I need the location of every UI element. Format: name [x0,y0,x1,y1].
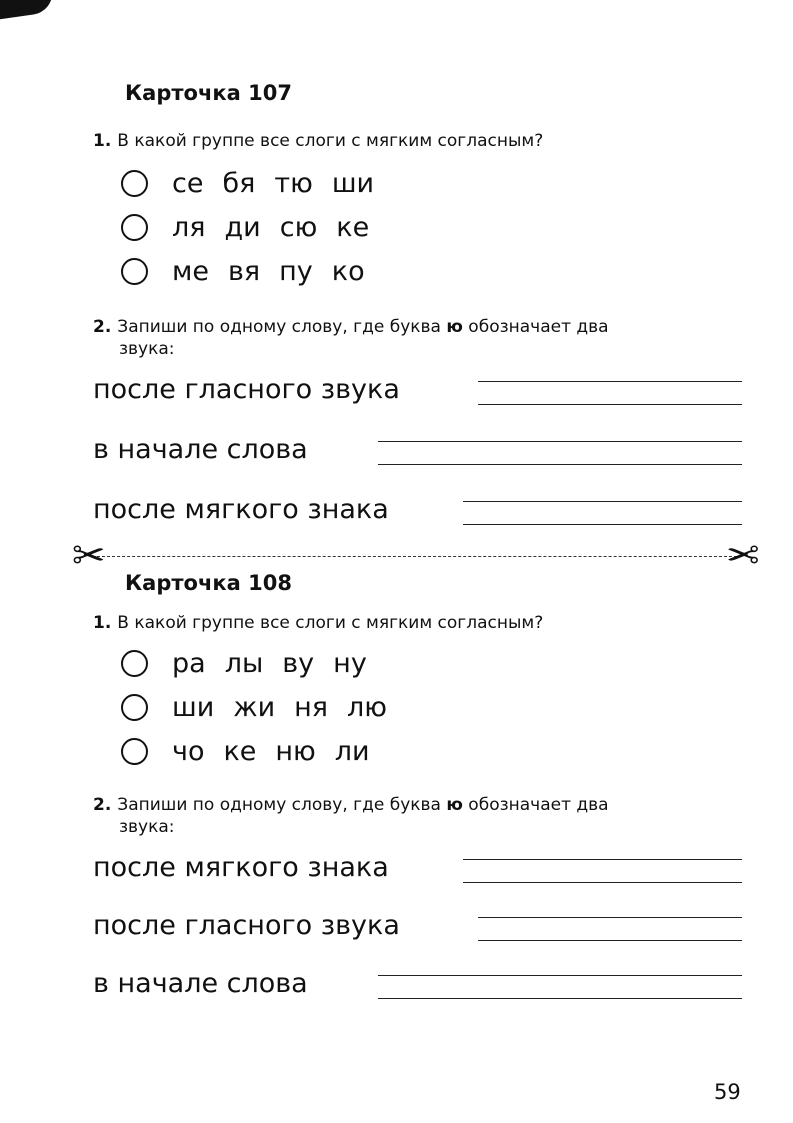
syllable: ме [172,255,209,287]
card-107-question-1 [93,130,748,152]
syllable: ля [172,211,206,243]
syllable: ке [336,211,370,243]
syllable: ну [333,647,367,679]
card-107-field-label-1: после гласного звука [93,374,400,405]
question-number: 2. [93,795,112,815]
syllable: ко [331,255,365,287]
answer-line-upper [478,917,742,918]
syllable: се [172,167,204,199]
question-text-end: обозначает два [462,317,609,337]
syllable: ди [224,211,261,243]
card-108-field-label-1: после мягкого знака [93,852,389,883]
answer-line-upper [478,381,742,382]
card-108-field-label-3: в начале слова [93,968,308,999]
scissors-icon: ✂ [726,533,760,579]
syllable: лю [347,691,388,723]
question-text-line-2: звука: [119,339,175,359]
syllable: тю [274,167,313,199]
syllable: ву [282,647,315,679]
answer-line[interactable] [478,404,742,405]
question-text: Запиши по одному слову, где буква [117,317,447,337]
corner-ink-mark [0,0,55,20]
answer-line[interactable] [463,882,742,883]
syllable: ню [275,735,316,767]
question-number: 2. [93,317,112,337]
answer-line-upper [378,441,742,442]
card-108-option-2[interactable] [121,690,406,724]
syllable: пу [279,255,313,287]
question-text: В какой группе все слоги с мягким согласным? [117,131,544,151]
answer-circle[interactable] [121,650,148,677]
question-text-end: обозначает два [462,795,609,815]
card-108-option-1[interactable] [121,646,386,680]
card-108-option-3[interactable] [121,734,389,768]
highlighted-letter: ю [446,795,463,815]
question-text: В какой группе все слоги с мягким согласным? [117,613,544,633]
answer-line[interactable] [478,940,742,941]
card-107-option-1[interactable] [121,166,393,200]
card-108-question-2 [93,794,748,838]
scissors-icon: ✂ [72,533,106,579]
question-text: Запиши по одному слову, где буква [117,795,447,815]
answer-circle[interactable] [121,738,148,765]
syllable: жи [233,691,276,723]
answer-line-upper [378,975,742,976]
question-number: 1. [93,131,112,151]
syllable: ши [331,167,375,199]
syllable: ли [334,735,370,767]
syllable: лы [224,647,264,679]
answer-line[interactable] [378,464,742,465]
syllable: ке [223,735,257,767]
answer-circle[interactable] [121,694,148,721]
answer-circle[interactable] [121,214,148,241]
syllable: вя [227,255,261,287]
syllable: бя [222,167,256,199]
syllable: ня [294,691,329,723]
answer-line[interactable] [378,998,742,999]
cut-line [97,556,737,557]
syllable: чо [172,735,205,767]
card-108-title: Карточка 108 [125,571,292,595]
card-108-field-label-2: после гласного звука [93,910,400,941]
answer-line-upper [463,501,742,502]
question-text-line-2: звука: [119,817,175,837]
syllable: ра [172,647,206,679]
page-number: 59 [714,1080,741,1104]
card-108-question-1 [93,612,748,634]
card-107-field-label-3: после мягкого знака [93,494,389,525]
highlighted-letter: ю [446,317,463,337]
card-107-option-2[interactable] [121,210,388,244]
answer-circle[interactable] [121,170,148,197]
answer-line-upper [463,859,742,860]
card-107-question-2 [93,316,748,360]
question-number: 1. [93,613,112,633]
answer-circle[interactable] [121,258,148,285]
syllable: сю [279,211,318,243]
syllable: ши [172,691,215,723]
card-107-title: Карточка 107 [125,81,292,105]
answer-line[interactable] [463,524,742,525]
card-107-field-label-2: в начале слова [93,434,308,465]
card-107-option-3[interactable] [121,254,384,288]
